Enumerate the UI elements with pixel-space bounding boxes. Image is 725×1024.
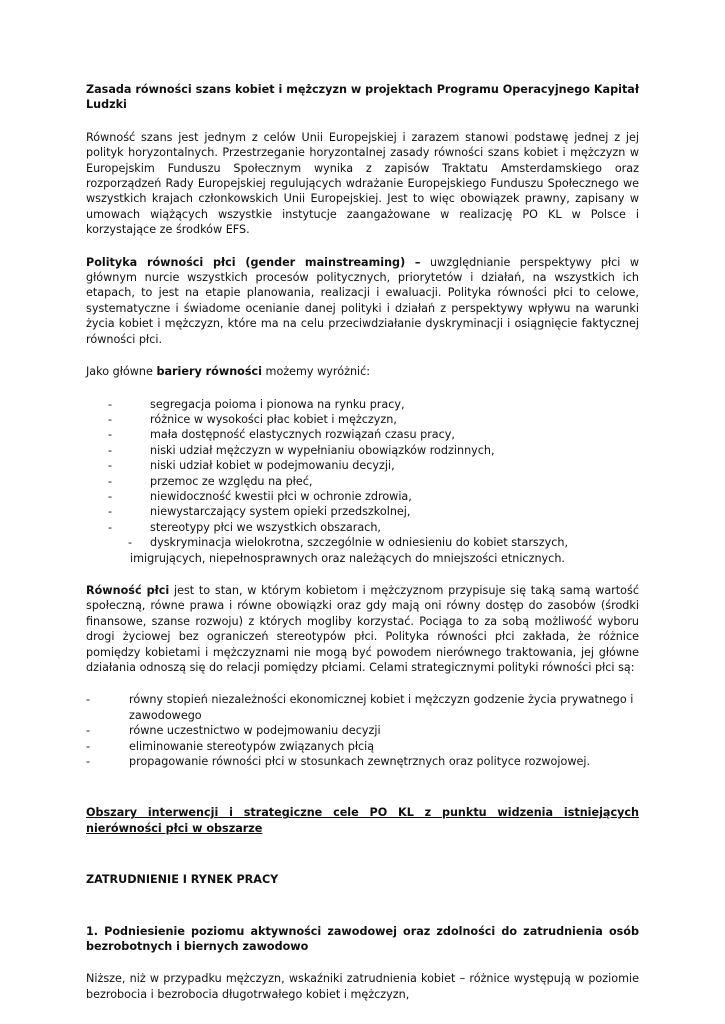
section-heading-employment: ZATRUDNIENIE I RYNEK PRACY	[86, 873, 279, 887]
dash-marker: -	[108, 412, 113, 426]
list-item-text: mała dostępność elastycznych rozwiązań czasu pracy,	[150, 428, 455, 442]
dash-marker: -	[108, 443, 113, 457]
definition-gender-mainstreaming: uwzględnianie perspektywy płci w głównym nurcie wszystkich procesów politycznych, priorytetów i działań, na wszystkich ich etapach, to jest na etapie planowania, realizacji i ewaluacji. Polityka równości płci to celowe, systematyczne i świadome ocenianie danej polityki i działań z perspektywy wpływu na warunki życia kobiet i mężczyzn, które ma na celu przeciwdziałanie dyskryminacji i osiągnięcie faktycznej równości płci.	[86, 255, 639, 346]
list-item	[86, 427, 639, 442]
subsection-heading-activity: 1. Podniesienie poziomu aktywności zawodowej oraz zdolności do zatrudnienia osób bezrobotnych i biernych zawodowo	[86, 924, 639, 954]
dash-marker: -	[108, 428, 113, 442]
paragraph-gender-mainstreaming	[86, 255, 639, 347]
term-gender-mainstreaming: Polityka równości płci (gender mainstreaming) –	[86, 255, 421, 269]
dash-marker: -	[128, 536, 133, 550]
dash-marker: -	[86, 724, 91, 738]
dash-marker: -	[108, 397, 113, 411]
list-item	[86, 474, 639, 489]
list-item-text: równe uczestnictwo w podejmowaniu decyzji	[129, 724, 381, 738]
list-item	[86, 754, 639, 769]
document-page	[86, 82, 639, 1002]
dash-marker: -	[86, 739, 91, 753]
list-item-text: stereotypy płci we wszystkich obszarach,	[150, 520, 381, 534]
barriers-intro-pre: Jako główne	[86, 365, 157, 379]
barriers-term: bariery równości	[156, 365, 262, 379]
list-item-text: eliminowanie stereotypów związanych płcią	[129, 739, 375, 753]
dash-marker: -	[108, 520, 113, 534]
list-item	[86, 443, 639, 458]
dash-marker: -	[86, 693, 91, 707]
list-item-text: propagowanie równości płci w stosunkach zewnętrznych oraz polityce rozwojowej.	[129, 755, 591, 769]
list-item-text: równy stopień niezależności ekonomicznej kobiet i mężczyzn godzenie życia prywatnego i zawodowego	[129, 693, 634, 722]
dash-marker: -	[108, 505, 113, 519]
list-item	[86, 397, 639, 412]
list-item	[86, 692, 639, 723]
list-item	[86, 535, 639, 566]
list-item	[86, 458, 639, 473]
list-item-text: niewidoczność kwestii płci w ochronie zdrowia,	[150, 489, 412, 503]
list-item-text: dyskryminacja wielokrotna, szczególnie w odniesieniu do kobiet starszych, imigrujących, niepełnosprawnych oraz należących do mniejszości etnicznych.	[130, 536, 569, 565]
term-gender-equality: Równość płci	[86, 583, 170, 597]
list-item	[86, 520, 639, 535]
paragraph-gender-equality	[86, 583, 639, 675]
section-heading-intervention-areas: Obszary interwencji i strategiczne cele PO KL z punktu widzenia istniejących nierówności płci w obszarze	[86, 806, 639, 835]
barriers-intro-post: możemy wyróżnić:	[261, 365, 371, 379]
dash-marker: -	[108, 489, 113, 503]
dash-marker: -	[108, 474, 113, 488]
list-item-text: segregacja poioma i pionowa na rynku pracy,	[150, 397, 405, 411]
definition-gender-equality: jest to stan, w którym kobietom i mężczyznom przypisuje się taką samą wartość społeczną, równe prawa i równe obowiązki oraz gdy mają oni równy dostęp do zasobów (środki finansowe, szanse rozwoju) z których mogliby korzystać. Pociąga to za sobą możliwość wyboru drogi życiowej bez ograniczeń stereotypów płci. Polityka równości płci zakłada, że różnice pomiędzy kobietami i mężczyznami nie mogą być powodem nierównego traktowania, jej główne działania odnoszą się do relacji pomiędzy płciami. Celami strategicznymi polityki równości płci są:	[86, 583, 639, 674]
paragraph-barriers-intro	[86, 364, 639, 379]
document-title: Zasada równości szans kobiet i mężczyzn w projektach Programu Operacyjnego Kapitał Ludzki	[86, 83, 639, 112]
dash-marker: -	[108, 459, 113, 473]
list-item	[86, 412, 639, 427]
dash-marker: -	[86, 755, 91, 769]
paragraph-intro: Równość szans jest jednym z celów Unii Europejskiej i zarazem stanowi podstawę jednej z jej polityk horyzontalnych. Przestrzeganie horyzontalnej zasady równości szans kobiet i mężczyzn w Europejskim Funduszu Społecznym wynika z zapisów Traktatu Amsterdamskiego oraz rozporządzeń Rady Europejskiej regulujących wdrażanie Europejskiego Funduszu Społecznego we wszystkich krajach członkowskich Unii Europejskiej. Jest to więc obowiązek prawny, zapisany w umowach wiążących wszystkie instytucje zaangażowane w realizację PO KL w Polsce i korzystające ze środków EFS.	[86, 130, 639, 237]
goals-list	[86, 692, 639, 769]
list-item	[86, 723, 639, 738]
list-item	[86, 489, 639, 504]
barriers-list	[86, 397, 639, 566]
list-item-text: niewystarczający system opieki przedszkolnej,	[150, 505, 411, 519]
list-item-text: różnice w wysokości płac kobiet i mężczyzn,	[150, 412, 397, 426]
list-item-text: przemoc ze względu na płeć,	[150, 474, 313, 488]
list-item-text: niski udział kobiet w podejmowaniu decyzji,	[150, 459, 395, 473]
list-item	[86, 504, 639, 519]
list-item-text: niski udział mężczyzn w wypełnianiu obowiązków rodzinnych,	[150, 443, 495, 457]
paragraph-employment-rates: Niższe, niż w przypadku mężczyzn, wskaźniki zatrudnienia kobiet – różnice występują w poziomie bezrobocia i bezrobocia długotrwałego kobiet i mężczyzn,	[86, 972, 639, 1001]
list-item	[86, 739, 639, 754]
